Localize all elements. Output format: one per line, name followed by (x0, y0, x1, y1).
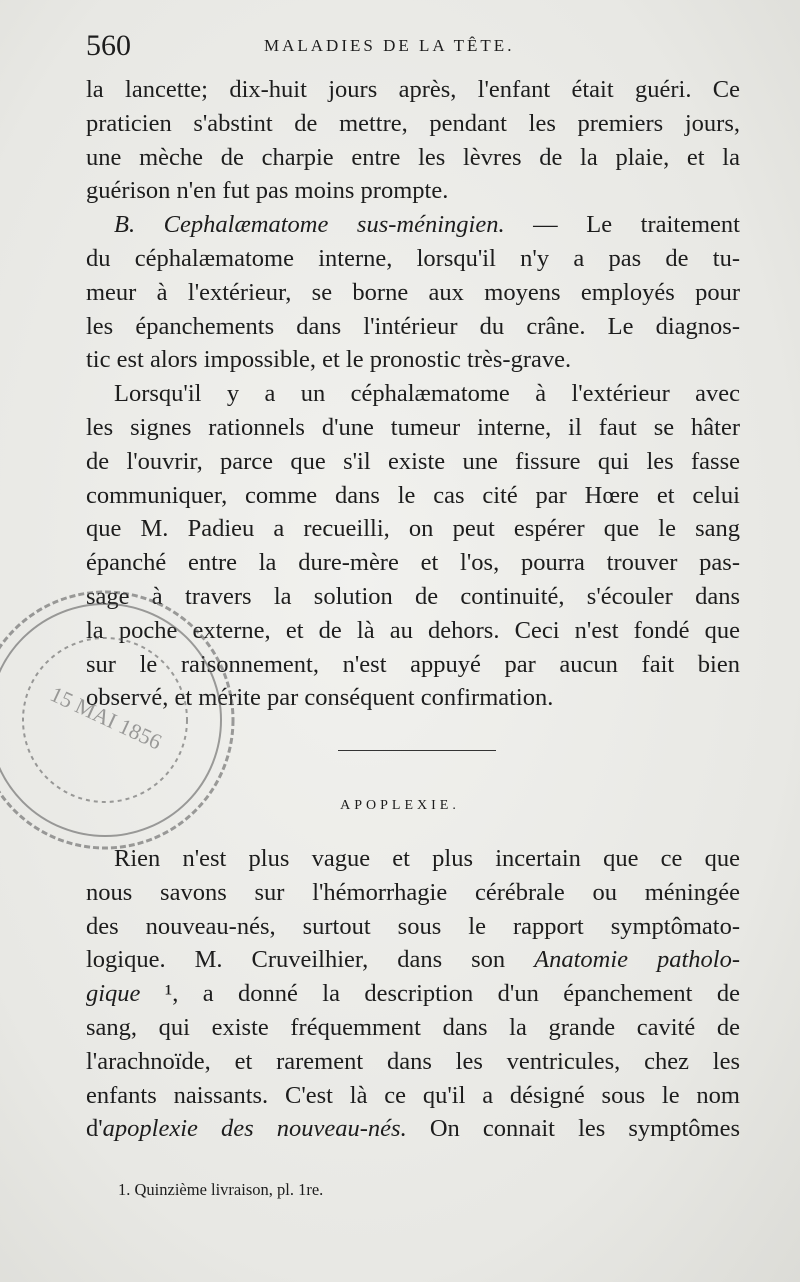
section-heading: APOPLEXIE. (340, 798, 460, 813)
body-text-top (86, 73, 740, 715)
footnote: 1. Quinzième livraison, pl. 1re. (118, 1180, 324, 1199)
section-divider (338, 750, 496, 751)
text-line: gique ¹, a donné la description d'un épanchement de (86, 980, 740, 1008)
text-line: guérison n'en fut pas moins prompte. (86, 177, 449, 205)
text-line: Lorsqu'il y a un céphalæmatome à l'extérieur avec (114, 380, 740, 408)
text-line: une mèche de charpie entre les lèvres de la plaie, et la (86, 143, 740, 171)
text-line: praticien s'abstint de mettre, pendant les premiers jours, (86, 109, 740, 137)
text-line: sur le raisonnement, n'est appuyé par aucun fait bien (86, 650, 740, 678)
text-line: l'arachnoïde, et rarement dans les ventricules, chez les (86, 1047, 740, 1075)
subsection-heading-line: B. Cephalæmatome sus-méningien. — Le traitement (114, 211, 740, 239)
stamp-date: 15 MAI 1856 (46, 681, 166, 755)
text-line: enfants naissants. C'est là ce qu'il a désigné sous le nom (86, 1081, 740, 1109)
italic-phrase: B. Cephalæmatome sus-méningien. (114, 211, 505, 239)
text-line: communiquer, comme dans le cas cité par Hœre et celui (86, 481, 740, 509)
text-line: épanché entre la dure-mère et l'os, pourra trouver pas- (86, 549, 740, 577)
text-line: que M. Padieu a recueilli, on peut espérer que le sang (86, 515, 740, 543)
text-line: nous savons sur l'hémorrhagie cérébrale ou méningée (86, 878, 740, 906)
text-line: sang, qui existe fréquemment dans la grande cavité de (86, 1013, 740, 1041)
text-line: du céphalæmatome interne, lorsqu'il n'y a pas de tu- (86, 244, 740, 272)
running-head: MALADIES DE LA TÊTE. (264, 36, 515, 55)
italic-phrase: apoplexie des nouveau-nés. (102, 1115, 407, 1143)
body-text-bottom (86, 842, 740, 1146)
text-line: d'apoplexie des nouveau-nés. On connait les symptômes (86, 1115, 740, 1143)
text-line: la poche externe, et de là au dehors. Ceci n'est fondé que (86, 616, 740, 644)
italic-phrase: Anatomie patholo- (534, 946, 741, 974)
italic-phrase: gique (86, 980, 141, 1008)
text-line: des nouveau-nés, surtout sous le rapport symptômato- (86, 912, 740, 940)
text-line: de l'ouvrir, parce que s'il existe une fissure qui les fasse (86, 447, 740, 475)
text-line: observé, et mérite par conséquent confirmation. (86, 684, 554, 712)
text-line: logique. M. Cruveilhier, dans son Anatomie patholo- (86, 946, 741, 974)
text-line: la lancette; dix-huit jours après, l'enfant était guéri. Ce (86, 76, 740, 103)
text-line: tic est alors impossible, et le pronostic très-grave. (86, 346, 572, 374)
text-line: les épanchements dans l'intérieur du crâne. Le diagnos- (86, 312, 740, 340)
text-line: Rien n'est plus vague et plus incertain que ce que (114, 845, 740, 872)
page-number: 560 (86, 29, 131, 62)
text-line: sage à travers la solution de continuité, s'écouler dans (86, 582, 740, 610)
text-line: meur à l'extérieur, se borne aux moyens employés pour (86, 278, 740, 306)
page-header (86, 28, 736, 68)
text-line: les signes rationnels d'une tumeur interne, il faut se hâter (86, 413, 740, 441)
